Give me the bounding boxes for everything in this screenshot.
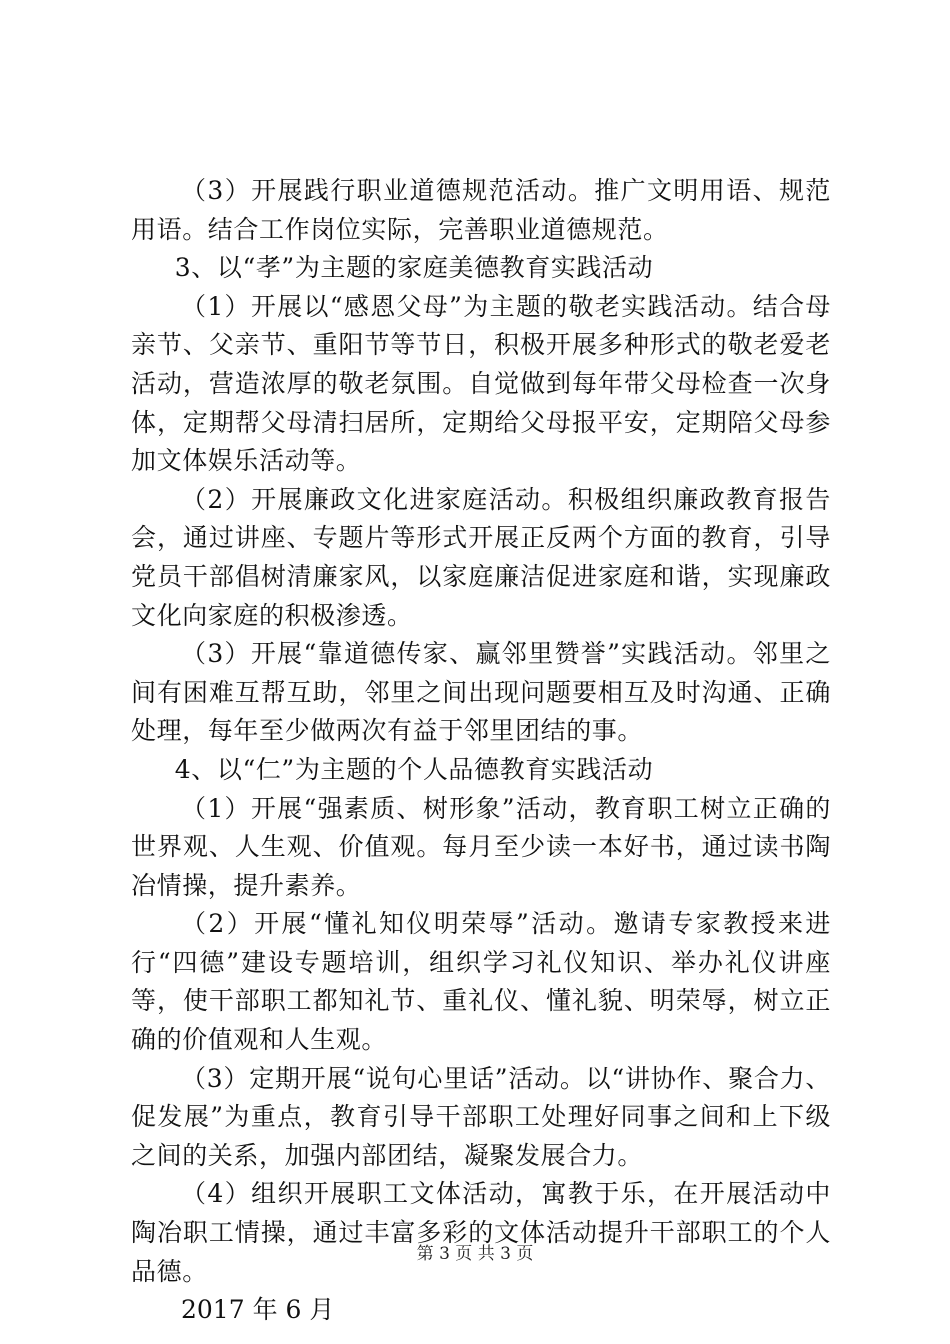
paragraph-respect-elders: （1）开展以“感恩父母”为主题的敬老实践活动。结合母亲节、父亲节、重阳节等节日，积极开展多种形式的敬老爱老活动，营造浓厚的敬老氛围。自觉做到每年带父母检查一次身体，定期帮父母清扫居所，定期给父母报平安，定期陪父母参加文体娱乐活动等。 [131, 291, 831, 476]
paragraph-etiquette: （2）开展“懂礼知仪明荣辱”活动。邀请专家教授来进行“四德”建设专题培训，组织学习礼仪知识、举办礼仪讲座等，使干部职工都知礼节、重礼仪、懂礼貌、明荣辱，树立正确的价值观和人生观。 [131, 909, 831, 1055]
document-date: 2017 年 6 月 [181, 1295, 335, 1325]
paragraph-heart-talk: （3）定期开展“说句心里话”活动。以“讲协作、聚合力、促发展”为重点，教育引导干部职工处理好同事之间和上下级之间的关系，加强内部团结，凝聚发展合力。 [131, 1063, 831, 1170]
section-heading-filial-piety: 3、以“孝”为主题的家庭美德教育实践活动 [174, 253, 654, 283]
paragraph-cultural-sports: （4）组织开展职工文体活动，寓教于乐，在开展活动中陶冶职工情操，通过丰富多彩的文体活动提升干部职工的个人品德。 [131, 1179, 831, 1286]
document-body [131, 172, 831, 1330]
paragraph-professional-ethics: （3）开展践行职业道德规范活动。推广文明用语、规范用语。结合工作岗位实际，完善职业道德规范。 [131, 176, 831, 244]
paragraph-integrity-culture: （2）开展廉政文化进家庭活动。积极组织廉政教育报告会，通过讲座、专题片等形式开展正反两个方面的教育，引导党员干部倡树清廉家风，以家庭廉洁促进家庭和谐，实现廉政文化向家庭的积极渗透。 [131, 484, 831, 630]
section-heading-benevolence: 4、以“仁”为主题的个人品德教育实践活动 [174, 754, 654, 784]
paragraph-quality-image: （1）开展“强素质、树形象”活动，教育职工树立正确的世界观、人生观、价值观。每月至少读一本好书，通过读书陶冶情操，提升素养。 [131, 793, 831, 900]
page-footer: 第 3 页 共 3 页 [416, 1244, 534, 1264]
paragraph-neighborhood: （3）开展“靠道德传家、赢邻里赞誉”实践活动。邻里之间有困难互帮互助，邻里之间出现问题要相互及时沟通、正确处理，每年至少做两次有益于邻里团结的事。 [131, 639, 831, 746]
